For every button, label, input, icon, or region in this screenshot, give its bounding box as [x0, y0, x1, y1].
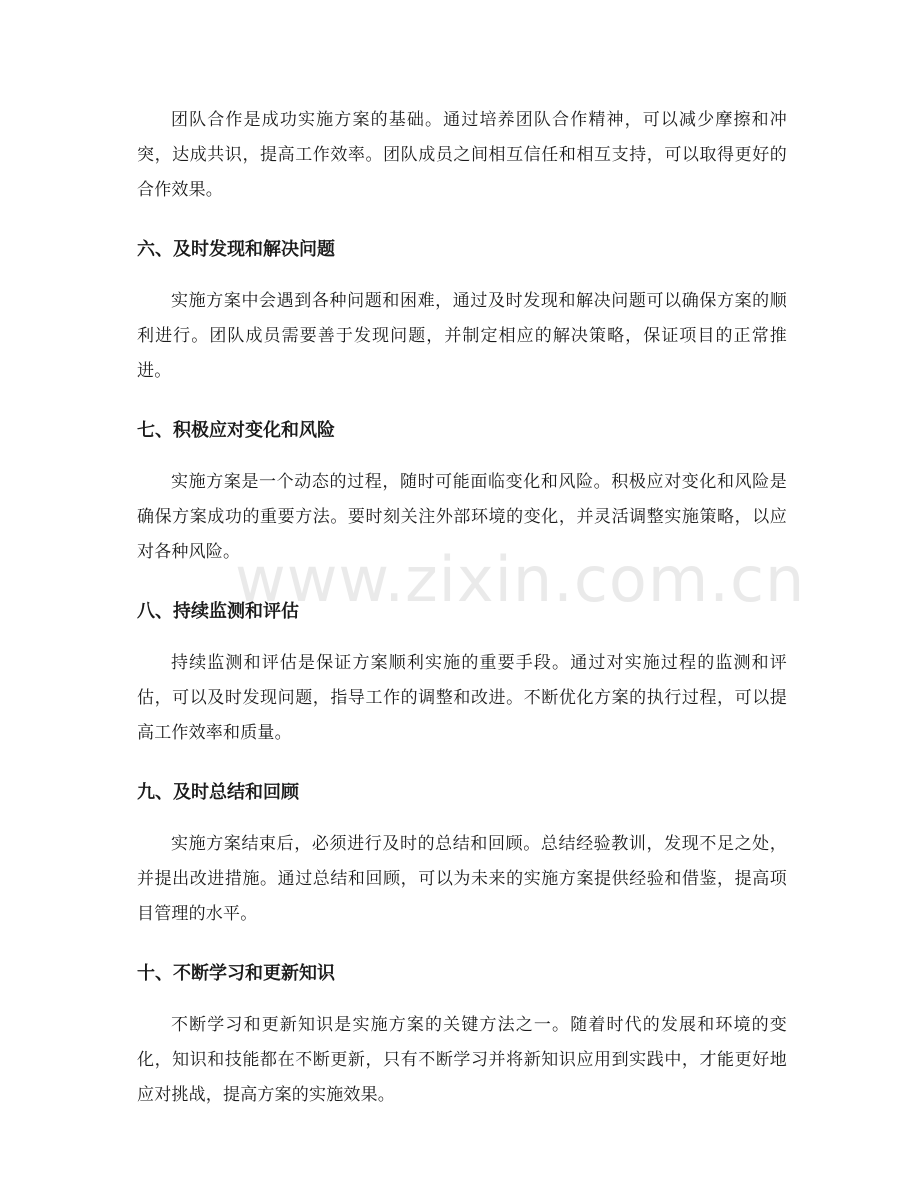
section-8 — [137, 600, 787, 751]
section-heading: 十、不断学习和更新知识 — [137, 963, 335, 984]
section-heading: 九、及时总结和回顾 — [137, 782, 299, 803]
section-paragraph: 不断学习和更新知识是实施方案的关键方法之一。随着时代的发展和环境的变化，知识和技能都在不断更新，只有不断学习并将新知识应用到实践中，才能更好地应对挑战，提高方案的实施效果。 — [137, 1015, 787, 1105]
document-body — [137, 103, 787, 1113]
section-paragraph: 实施方案是一个动态的过程，随时可能面临变化和风险。积极应对变化和风险是确保方案成功的重要方法。要时刻关注外部环境的变化，并灵活调整实施策略，以应对各种风险。 — [137, 472, 787, 562]
section-heading: 七、积极应对变化和风险 — [137, 420, 335, 441]
section-heading: 六、及时发现和解决问题 — [137, 239, 335, 260]
watermark: www.zixin.com.cn — [235, 543, 806, 616]
section-6 — [137, 238, 787, 389]
section-paragraph: 实施方案中会遇到各种问题和困难，通过及时发现和解决问题可以确保方案的顺利进行。团队成员需要善于发现问题，并制定相应的解决策略，保证项目的正常推进。 — [137, 291, 787, 381]
section-9 — [137, 781, 787, 932]
section-heading: 八、持续监测和评估 — [137, 601, 299, 622]
section-10 — [137, 962, 787, 1113]
section-7 — [137, 419, 787, 570]
intro-paragraph: 团队合作是成功实施方案的基础。通过培养团队合作精神，可以减少摩擦和冲突，达成共识，提高工作效率。团队成员之间相互信任和相互支持，可以取得更好的合作效果。 — [137, 110, 787, 200]
section-paragraph: 实施方案结束后，必须进行及时的总结和回顾。总结经验教训，发现不足之处，并提出改进措施。通过总结和回顾，可以为未来的实施方案提供经验和借鉴，提高项目管理的水平。 — [137, 834, 787, 924]
section-paragraph: 持续监测和评估是保证方案顺利实施的重要手段。通过对实施过程的监测和评估，可以及时发现问题，指导工作的调整和改进。不断优化方案的执行过程，可以提高工作效率和质量。 — [137, 653, 787, 743]
